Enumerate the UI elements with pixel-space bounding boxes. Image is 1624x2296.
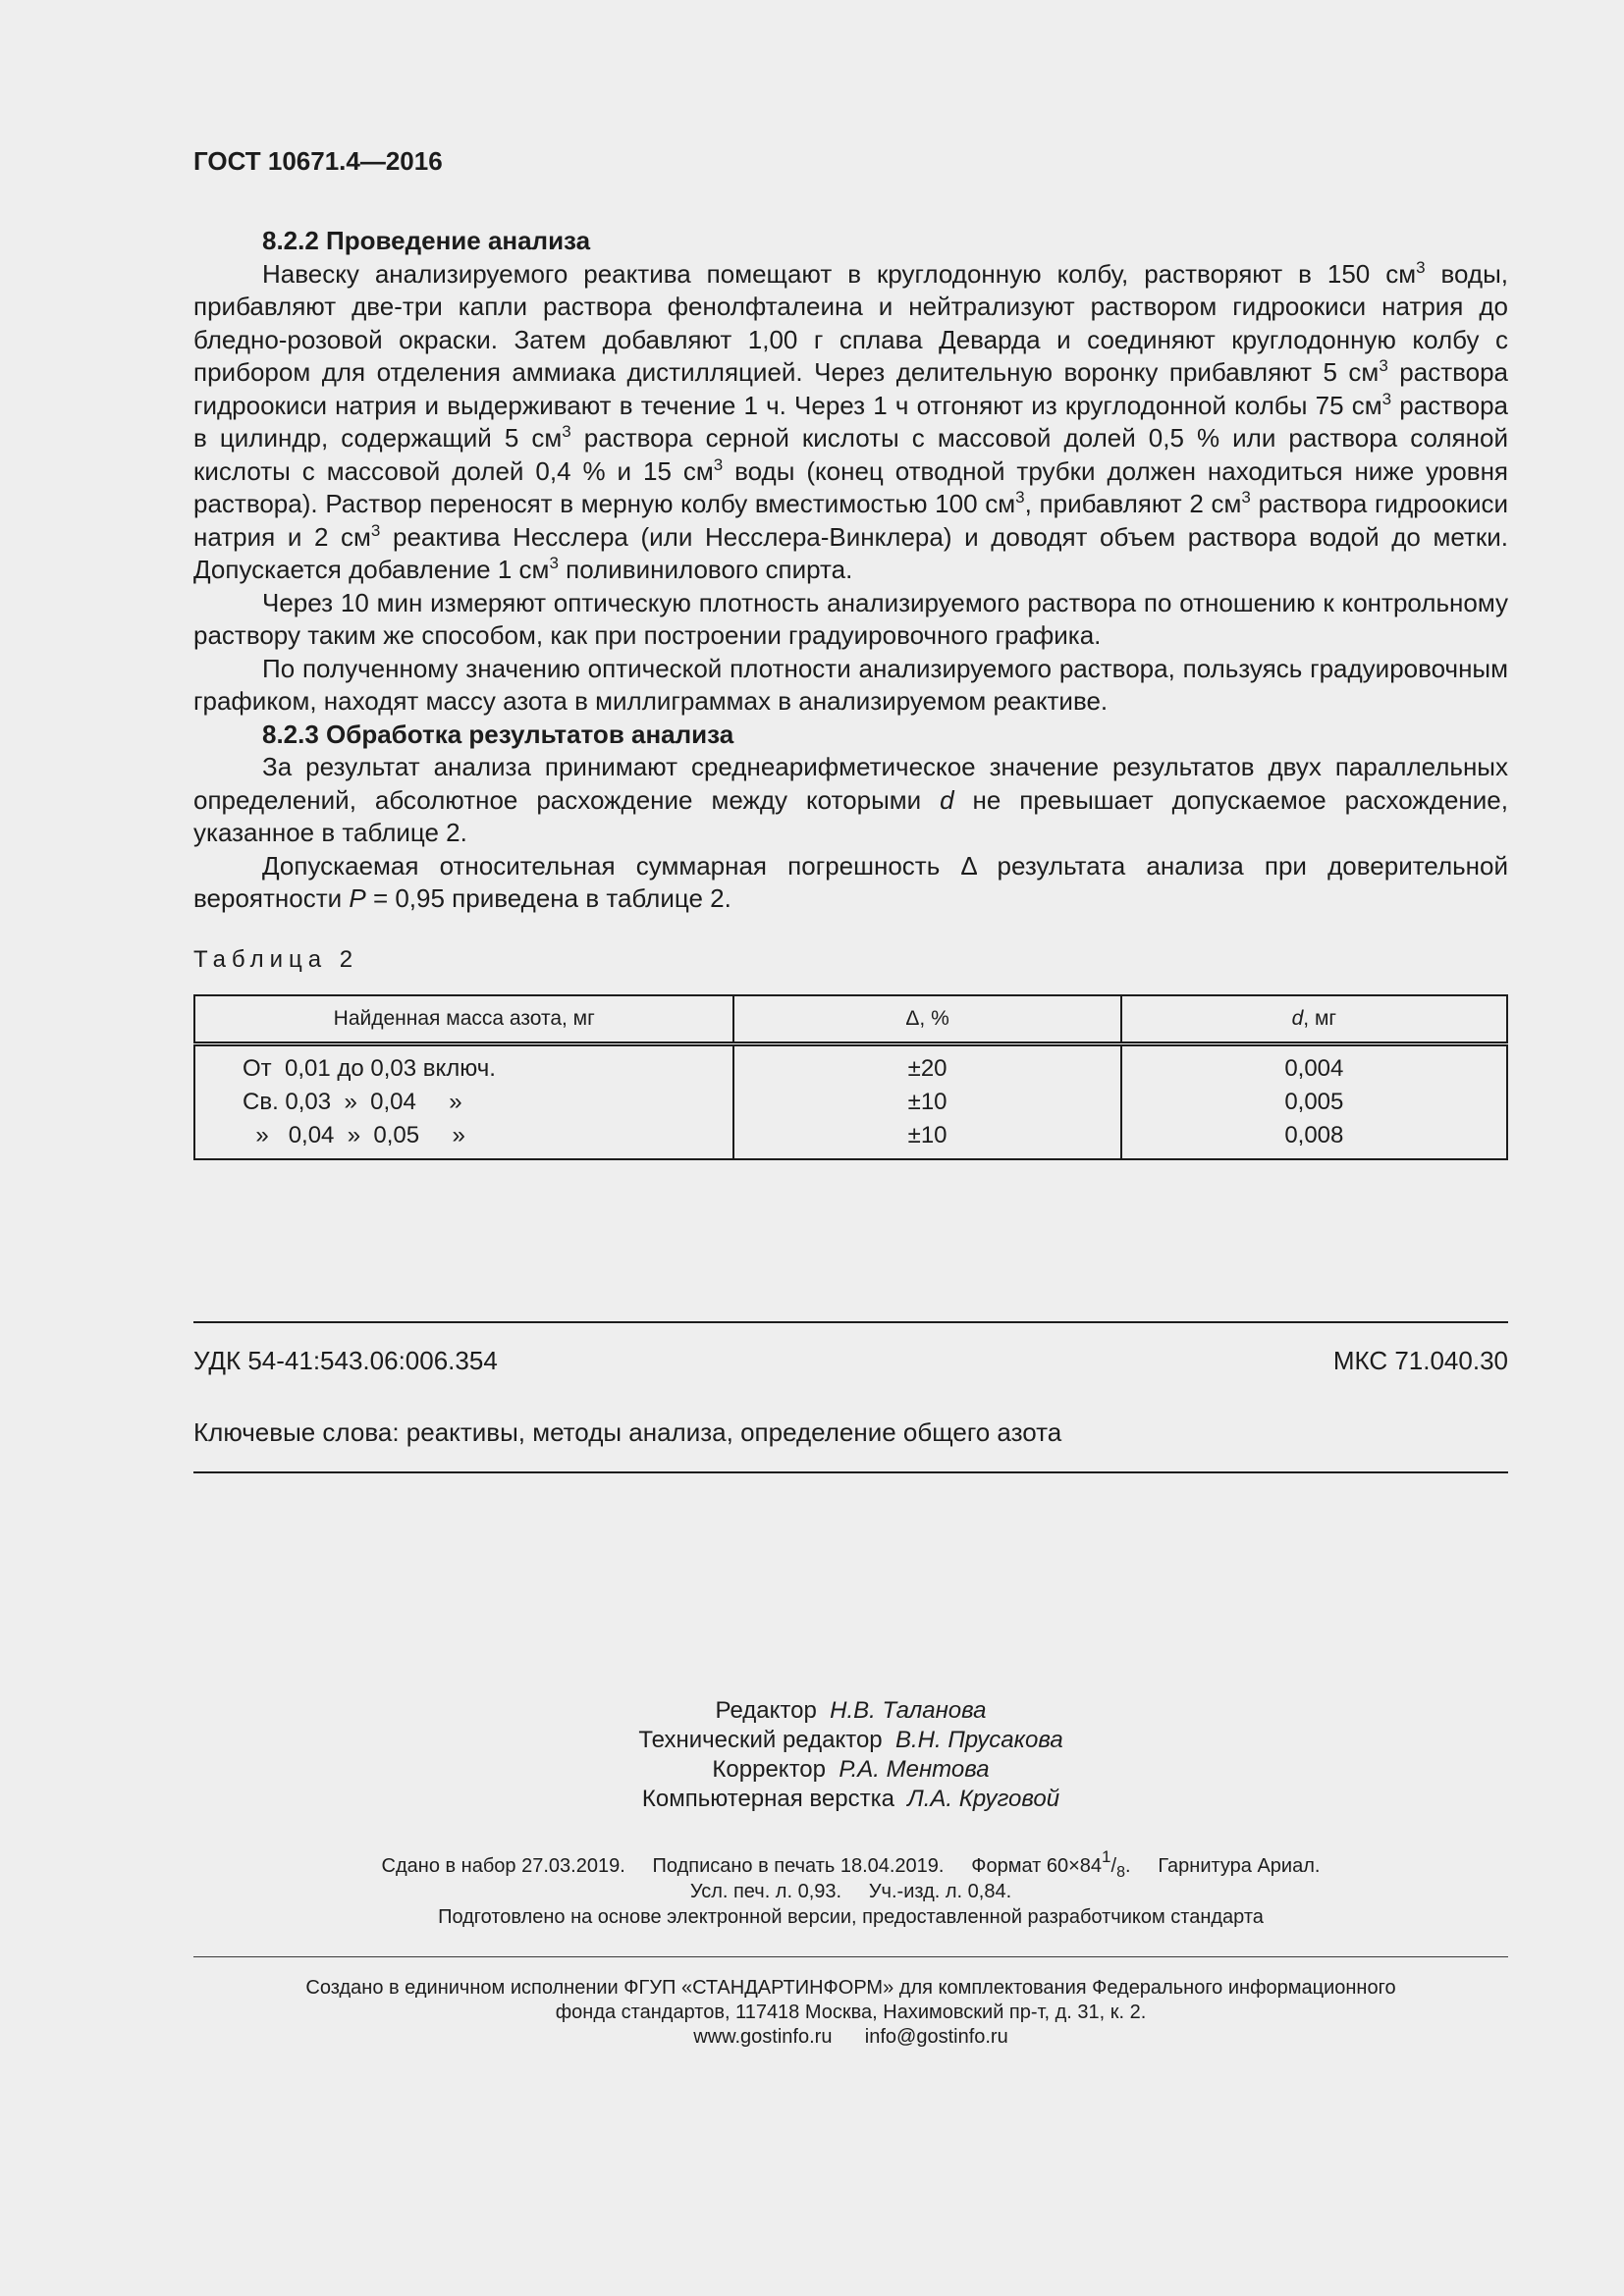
- body-text: [193, 225, 1508, 916]
- layout-line: [193, 1785, 1508, 1814]
- text-run: поливинилового спирта.: [558, 555, 853, 584]
- print-sheets-line: Усл. печ. л. 0,93. Уч.-изд. л. 0,84.: [689, 1881, 1012, 1902]
- cell-range: Св. 0,03 » 0,04 »: [194, 1086, 733, 1119]
- person-name: Н.В. Таланова: [830, 1697, 987, 1724]
- mks-code: МКС 71.040.30: [1332, 1346, 1508, 1375]
- website-link[interactable]: www.gostinfo.ru: [693, 2026, 833, 2048]
- role-label: Компьютерная верстка: [641, 1786, 894, 1812]
- section-heading-8-2-3: 8.2.3 Обработка результатов анализа: [262, 719, 734, 749]
- divider-bottom: [193, 1471, 1508, 1473]
- tech-editor-line: [193, 1726, 1508, 1755]
- text-run: Допускаемая относительная суммарная погрешность Δ результата анализа при доверительной вероятности: [193, 850, 1508, 913]
- cell-d: 0,005: [1121, 1086, 1507, 1119]
- person-name: В.Н. Прусакова: [895, 1727, 1063, 1753]
- publisher-line-2: фонда стандартов, 117418 Москва, Нахимовский пр-т, д. 31, к. 2.: [555, 2002, 1147, 2023]
- text-run: воды (конец отводной трубки должен находиться ниже уровня раствора). Раствор переносят в мерную колбу вместимостью 100 см: [193, 455, 1508, 518]
- text-run: раствора серной кислоты с массовой долей 0,5 % или раствора соляной кислоты с массовой долей 0,4 % и 15 см: [193, 423, 1508, 486]
- text-run: , прибавляют 2 см: [1024, 489, 1242, 518]
- udk-code: УДК 54-41:543.06:006.354: [193, 1346, 498, 1375]
- superscript: 3: [1015, 488, 1025, 507]
- print-source-line: Подготовлено на основе электронной версии, предоставленной разработчиком стандарта: [438, 1906, 1264, 1928]
- keywords: Ключевые слова: реактивы, методы анализа, определение общего азота: [193, 1417, 1062, 1447]
- cell-d: 0,004: [1121, 1044, 1507, 1087]
- text-run: не превышает допускаемое расхождение, указанное в таблице 2.: [193, 784, 1508, 847]
- cell-d: 0,008: [1121, 1119, 1507, 1159]
- print-dates-line: Сдано в набор 27.03.2019. Подписано в печать 18.04.2019. Формат $60\times 84^1/_8$. Гарнитура Ариал.: [381, 1847, 1321, 1881]
- superscript: 3: [1381, 389, 1392, 408]
- variable-d: d: [940, 784, 954, 815]
- superscript: 3: [713, 454, 724, 474]
- table-header-row: [194, 995, 1507, 1044]
- table-caption: Таблица 2: [193, 946, 359, 973]
- table-row: [194, 1086, 1507, 1119]
- section-heading-8-2-2: 8.2.2 Проведение анализа: [262, 226, 591, 255]
- role-label: Корректор: [712, 1756, 826, 1783]
- table-row: [194, 1119, 1507, 1159]
- header-delta: Δ, %: [733, 995, 1120, 1044]
- paragraph-procedure: [193, 258, 1508, 587]
- paragraph-graph-lookup: По полученному значению оптической плотности анализируемого раствора, пользуясь градуировочным графиком, находят массу азота в миллиграммах в анализируемом реактиве.: [193, 653, 1508, 716]
- header-d: [1121, 995, 1507, 1044]
- cell-delta: ±10: [733, 1119, 1120, 1159]
- divider-top: [193, 1321, 1508, 1323]
- paragraph-error: [193, 850, 1508, 916]
- superscript: 3: [370, 520, 381, 540]
- role-label: Редактор: [715, 1697, 817, 1724]
- format-fraction-numerator: 1: [1102, 1847, 1111, 1866]
- publisher-line-1: Создано в единичном исполнении ФГУП «СТАНДАРТИНФОРМ» для комплектования Федерального информационного: [305, 1977, 1396, 1999]
- text-run: . Гарнитура Ариал.: [1124, 1855, 1321, 1877]
- text-run: раствора в цилиндр, содержащий 5 см: [193, 390, 1508, 453]
- superscript: 3: [1416, 257, 1426, 277]
- publisher-block: [193, 1976, 1508, 2050]
- text-run: За результат анализа принимают среднеарифметическое значение результатов двух параллельных определений, абсолютное расхождение между которыми: [193, 752, 1508, 815]
- publisher-contacts: [193, 2025, 1508, 2050]
- divider-publisher: [193, 1956, 1508, 1957]
- text-run: Сдано в набор 27.03.2019. Подписано в печать 18.04.2019. Формат 60×84: [381, 1855, 1103, 1877]
- variable-d: d: [1291, 1007, 1304, 1030]
- document-code: ГОСТ 10671.4—2016: [193, 146, 443, 176]
- person-name: Л.А. Круговой: [907, 1786, 1060, 1812]
- paragraph-result: [193, 751, 1508, 850]
- table-row: [194, 1044, 1507, 1087]
- cell-delta: ±20: [733, 1044, 1120, 1087]
- format-fraction-denominator: 8: [1116, 1864, 1125, 1881]
- text-run: раствора гидроокиси натрия и 2 см: [193, 489, 1509, 552]
- paragraph-measurement: Через 10 мин измеряют оптическую плотность анализируемого раствора по отношению к контрольному раствору таким же способом, как при построении градуировочного графика.: [193, 587, 1508, 650]
- corrector-line: [193, 1755, 1508, 1785]
- text-run: раствора гидроокиси натрия и выдерживают в течение 1 ч. Через 1 ч отгоняют из круглодонной колбы 75 см: [193, 357, 1509, 420]
- cell-range: От 0,01 до 0,03 включ.: [194, 1044, 733, 1087]
- superscript: 3: [549, 554, 559, 572]
- superscript: 3: [1379, 356, 1388, 375]
- text-run: реактива Несслера (или Несслера-Винклера) и доводят объем раствора водой до метки. Допускается добавление 1 см: [193, 521, 1508, 584]
- role-label: Технический редактор: [638, 1727, 883, 1753]
- text-run: = 0,95 приведена в таблице 2.: [365, 883, 731, 913]
- text-run: воды, прибавляют две-три капли раствора фенолфталеина и нейтрализуют раствором гидроокиси натрия до бледно-розовой окраски. Затем добавляют 1,00 г сплава Деварда и соединяют круглодонную колбу с прибором для отделения аммиака дистилляцией. Через делительную воронку прибавляют 5 см: [193, 258, 1508, 387]
- cell-delta: ±10: [733, 1086, 1120, 1119]
- print-details: [193, 1847, 1508, 1930]
- header-mass: Найденная масса азота, мг: [194, 995, 733, 1044]
- text-run: Навеску анализируемого реактива помещают в круглодонную колбу, растворяют в 150 см: [262, 258, 1417, 289]
- cell-range: » 0,04 » 0,05 »: [194, 1119, 733, 1159]
- superscript: 3: [1241, 488, 1251, 507]
- superscript: 3: [562, 422, 571, 441]
- editor-line: [193, 1696, 1508, 1726]
- variable-p: P: [349, 883, 366, 913]
- results-table: [193, 994, 1508, 1160]
- person-name: Р.А. Ментова: [839, 1756, 990, 1783]
- imprint-block: [193, 1696, 1508, 1814]
- email-link[interactable]: info@gostinfo.ru: [864, 2026, 1008, 2048]
- unit-label: , мг: [1303, 1007, 1337, 1030]
